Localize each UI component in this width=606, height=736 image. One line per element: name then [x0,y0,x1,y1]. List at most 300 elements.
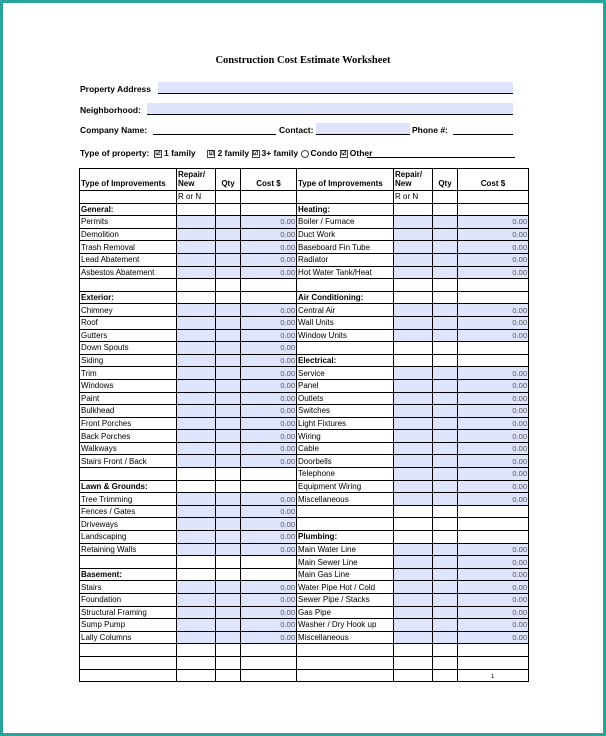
left-qty-input[interactable] [216,329,241,342]
left-repair-input [177,669,216,682]
left-qty-input[interactable] [216,342,241,355]
left-repair-input[interactable] [177,329,216,342]
table-row [80,329,529,342]
right-cost-value[interactable]: 0.00 [458,493,529,506]
left-repair-input[interactable] [177,442,216,455]
left-qty-input[interactable] [216,505,241,518]
left-repair-input[interactable] [177,228,216,241]
left-qty-input[interactable] [216,442,241,455]
right-qty-input [433,531,458,544]
left-cost-value[interactable]: 0.00 [241,216,297,229]
left-item-name: Stairs Front / Back [80,455,177,468]
subheader-blank-left [80,191,177,204]
checkbox-2-family[interactable]: ☑ [208,150,215,157]
right-qty-input [433,505,458,518]
table-row [80,442,529,455]
left-qty-input[interactable] [216,405,241,418]
left-cost-value[interactable]: 0.00 [241,531,297,544]
left-cost-value[interactable]: 0.00 [241,253,297,266]
right-cost-value[interactable]: 0.00 [458,594,529,607]
right-repair-input [394,505,433,518]
left-cost-value[interactable]: 0.00 [241,417,297,430]
right-qty-input[interactable] [433,493,458,506]
table-row [80,644,529,657]
company-name-field[interactable] [153,123,276,135]
left-repair-input[interactable] [177,342,216,355]
right-repair-input[interactable] [394,543,433,556]
company-name-label: Company Name: [80,125,148,135]
estimate-table [79,168,529,682]
left-qty-input[interactable] [216,543,241,556]
right-item-name [297,644,394,657]
left-cost-value[interactable]: 0.00 [241,392,297,405]
right-cost-value[interactable]: 0.00 [458,266,529,279]
right-repair-input[interactable] [394,417,433,430]
right-section-heading: Electrical: [297,354,394,367]
right-qty-input[interactable] [433,316,458,329]
right-cost-value [458,342,529,355]
right-cost-value [458,291,529,304]
left-repair-input[interactable] [177,594,216,607]
left-qty-input[interactable] [216,619,241,632]
right-item-name: Cable [297,442,394,455]
left-repair-input [177,468,216,481]
left-repair-input[interactable] [177,430,216,443]
right-qty-input[interactable] [433,594,458,607]
right-qty-input[interactable] [433,556,458,569]
left-item-name: Fences / Gates [80,505,177,518]
left-section-heading: Exterior: [80,291,177,304]
left-cost-value [241,480,297,493]
option-2-family: 2 family [217,148,250,158]
right-repair-input[interactable] [394,316,433,329]
right-cost-value[interactable]: 0.00 [458,543,529,556]
left-item-name: Walkways [80,442,177,455]
right-cost-value[interactable]: 0.00 [458,568,529,581]
right-repair-input[interactable] [394,304,433,317]
left-item-name [80,669,177,682]
left-qty-input[interactable] [216,392,241,405]
checkbox-3plus-family[interactable]: ☑ [252,150,259,157]
right-item-name: Miscellaneous [297,493,394,506]
option-3plus-family: 3+ family [261,148,299,158]
header-repair-left: Repair/ New [177,169,216,191]
left-qty-input [216,644,241,657]
right-cost-value [458,279,529,292]
table-row [80,354,529,367]
table-row [80,379,529,392]
contact-label: Contact: [279,125,314,135]
right-cost-value [458,505,529,518]
left-repair-input[interactable] [177,354,216,367]
subheader-rn-right: R or N [394,191,433,204]
table-row [80,594,529,607]
left-repair-input[interactable] [177,216,216,229]
left-qty-input[interactable] [216,417,241,430]
left-qty-input[interactable] [216,304,241,317]
header-cost-right: Cost $ [458,169,529,191]
right-repair-input[interactable] [394,266,433,279]
right-cost-value[interactable]: 0.00 [458,442,529,455]
right-cost-value[interactable]: 0.00 [458,216,529,229]
left-cost-value[interactable]: 0.00 [241,442,297,455]
left-cost-value [241,291,297,304]
right-item-name: Radiator [297,253,394,266]
other-field[interactable] [367,146,515,158]
left-cost-value[interactable]: 0.00 [241,329,297,342]
right-cost-value[interactable]: 0.00 [458,468,529,481]
right-item-name: Baseboard Fin Tube [297,241,394,254]
phone-label: Phone #: [412,125,448,135]
left-item-name: Lead Abatement [80,253,177,266]
right-repair-input[interactable] [394,631,433,644]
left-item-name: Bulkhead [80,405,177,418]
left-item-name [80,556,177,569]
left-repair-input[interactable] [177,241,216,254]
right-qty-input[interactable] [433,606,458,619]
right-cost-value[interactable]: 0.00 [458,329,529,342]
left-repair-input[interactable] [177,606,216,619]
right-section-heading: Heating: [297,203,394,216]
left-item-name: Asbestos Abatement [80,266,177,279]
table-row [80,531,529,544]
right-item-name: Main Water Line [297,543,394,556]
right-qty-input [433,518,458,531]
right-cost-value[interactable]: 0.00 [458,367,529,380]
left-cost-value[interactable]: 0.00 [241,581,297,594]
left-item-name: Down Spouts [80,342,177,355]
left-repair-input[interactable] [177,417,216,430]
right-qty-input[interactable] [433,631,458,644]
left-item-name: Roof [80,316,177,329]
left-repair-input[interactable] [177,266,216,279]
left-qty-input[interactable] [216,379,241,392]
right-qty-input[interactable] [433,417,458,430]
left-repair-input [177,644,216,657]
right-qty-input[interactable] [433,379,458,392]
right-qty-input[interactable] [433,455,458,468]
header-cost-left: Cost $ [241,169,297,191]
table-row [80,228,529,241]
right-repair-input[interactable] [394,392,433,405]
left-cost-value[interactable]: 0.00 [241,518,297,531]
right-qty-input[interactable] [433,619,458,632]
left-qty-input[interactable] [216,531,241,544]
right-repair-input[interactable] [394,241,433,254]
left-cost-value[interactable]: 0.00 [241,631,297,644]
table-row [80,367,529,380]
property-type-row [80,148,372,158]
subheader-blank-right [297,191,394,204]
subheader-rn-left: R or N [177,191,216,204]
left-cost-value[interactable]: 0.00 [241,405,297,418]
left-repair-input[interactable] [177,518,216,531]
subheader-blank [458,191,529,204]
right-qty-input[interactable] [433,367,458,380]
right-repair-input[interactable] [394,606,433,619]
left-cost-value [241,279,297,292]
left-item-name: Stairs [80,581,177,594]
right-repair-input [394,644,433,657]
right-cost-value[interactable]: 0.00 [458,304,529,317]
contact-field[interactable] [316,123,410,135]
right-cost-value[interactable]: 0.00 [458,228,529,241]
left-cost-value[interactable]: 0.00 [241,266,297,279]
left-cost-value[interactable]: 0.00 [241,455,297,468]
left-repair-input[interactable] [177,581,216,594]
checkbox-other[interactable]: ☑ [341,150,347,157]
left-item-name: Foundation [80,594,177,607]
phone-field[interactable] [453,123,513,135]
left-cost-value[interactable]: 0.00 [241,304,297,317]
left-qty-input[interactable] [216,253,241,266]
table-row [80,493,529,506]
left-item-name: Lally Columns [80,631,177,644]
left-qty-input[interactable] [216,493,241,506]
table-row [80,253,529,266]
right-item-name: Equipment Wiring [297,480,394,493]
right-qty-input[interactable] [433,329,458,342]
left-cost-value[interactable]: 0.00 [241,316,297,329]
table-row [80,619,529,632]
right-cost-value [458,203,529,216]
left-qty-input[interactable] [216,631,241,644]
left-repair-input[interactable] [177,367,216,380]
left-section-heading: Basement: [80,568,177,581]
right-item-name [297,279,394,292]
right-repair-input[interactable] [394,253,433,266]
right-repair-input[interactable] [394,442,433,455]
table-row [80,468,529,481]
left-item-name: Siding [80,354,177,367]
left-cost-value[interactable]: 0.00 [241,430,297,443]
neighborhood-field[interactable] [147,103,513,115]
table-row [80,216,529,229]
right-repair-input[interactable] [394,619,433,632]
right-item-name: Central Air [297,304,394,317]
left-repair-input[interactable] [177,543,216,556]
right-cost-value[interactable]: 0.00 [458,417,529,430]
table-row [80,669,529,682]
table-row [80,631,529,644]
left-cost-value[interactable]: 0.00 [241,228,297,241]
left-cost-value[interactable]: 0.00 [241,594,297,607]
left-repair-input[interactable] [177,304,216,317]
right-cost-value[interactable]: 0.00 [458,455,529,468]
right-cost-value[interactable]: 0.00 [458,392,529,405]
right-repair-input[interactable] [394,329,433,342]
left-cost-value[interactable]: 0.00 [241,342,297,355]
left-repair-input[interactable] [177,392,216,405]
table-row [80,518,529,531]
right-repair-input[interactable] [394,430,433,443]
left-qty-input[interactable] [216,455,241,468]
right-cost-value[interactable]: 0.00 [458,253,529,266]
left-qty-input [216,480,241,493]
right-cost-value[interactable]: 0.00 [458,430,529,443]
left-repair-input [177,203,216,216]
left-cost-value[interactable]: 0.00 [241,619,297,632]
left-qty-input[interactable] [216,216,241,229]
left-cost-value[interactable]: 0.00 [241,379,297,392]
property-address-field[interactable] [158,82,513,94]
left-qty-input[interactable] [216,594,241,607]
left-cost-value[interactable]: 0.00 [241,241,297,254]
right-repair-input [394,203,433,216]
right-cost-value[interactable]: 0.00 [458,405,529,418]
left-item-name: Back Porches [80,430,177,443]
left-repair-input [177,656,216,669]
right-repair-input[interactable] [394,556,433,569]
left-repair-input[interactable] [177,455,216,468]
right-qty-input [433,203,458,216]
right-repair-input[interactable] [394,216,433,229]
right-qty-input[interactable] [433,430,458,443]
left-qty-input[interactable] [216,241,241,254]
left-item-name: Demolition [80,228,177,241]
right-qty-input[interactable] [433,253,458,266]
right-repair-input[interactable] [394,594,433,607]
left-qty-input[interactable] [216,581,241,594]
property-type-label: Type of property: [80,148,150,158]
left-qty-input[interactable] [216,354,241,367]
right-cost-value[interactable]: 0.00 [458,631,529,644]
right-qty-input[interactable] [433,228,458,241]
left-repair-input[interactable] [177,379,216,392]
header-qty-left: Qty [216,169,241,191]
right-qty-input[interactable] [433,216,458,229]
left-item-name: Gutters [80,329,177,342]
right-qty-input[interactable] [433,568,458,581]
left-repair-input[interactable] [177,619,216,632]
left-qty-input[interactable] [216,316,241,329]
right-cost-value [458,354,529,367]
right-item-name: Gas Pipe [297,606,394,619]
right-cost-value[interactable]: 0.00 [458,316,529,329]
right-cost-value[interactable]: 0.00 [458,581,529,594]
right-repair-input[interactable] [394,568,433,581]
right-cost-value[interactable]: 0.00 [458,379,529,392]
right-cost-value[interactable]: 0.00 [458,606,529,619]
right-repair-input[interactable] [394,405,433,418]
checkbox-1-family[interactable]: ☑ [155,150,161,157]
left-repair-input[interactable] [177,253,216,266]
right-qty-input[interactable] [433,581,458,594]
right-qty-input[interactable] [433,241,458,254]
right-item-name: Boiler / Furnace [297,216,394,229]
left-item-name [80,644,177,657]
right-qty-input[interactable] [433,405,458,418]
right-cost-value[interactable]: 0.00 [458,556,529,569]
right-cost-value [458,531,529,544]
right-qty-input[interactable] [433,304,458,317]
left-item-name: Structural Framing [80,606,177,619]
right-item-name: Water Pipe Hot / Cold [297,581,394,594]
radio-condo[interactable] [301,150,309,158]
left-cost-value[interactable]: 0.00 [241,493,297,506]
right-qty-input[interactable] [433,543,458,556]
left-item-name: Front Porches [80,417,177,430]
left-qty-input[interactable] [216,518,241,531]
table-row [80,581,529,594]
left-repair-input[interactable] [177,505,216,518]
right-repair-input[interactable] [394,468,433,481]
table-row [80,556,529,569]
left-qty-input[interactable] [216,228,241,241]
left-cost-value [241,203,297,216]
right-repair-input [394,531,433,544]
left-cost-value[interactable]: 0.00 [241,367,297,380]
table-row [80,568,529,581]
left-cost-value[interactable]: 0.00 [241,354,297,367]
right-repair-input [394,518,433,531]
right-repair-input[interactable] [394,379,433,392]
right-repair-input[interactable] [394,493,433,506]
right-repair-input[interactable] [394,367,433,380]
left-qty-input[interactable] [216,430,241,443]
left-repair-input[interactable] [177,631,216,644]
left-item-name: Sump Pump [80,619,177,632]
left-qty-input[interactable] [216,266,241,279]
property-address-label: Property Address [80,84,152,94]
left-qty-input[interactable] [216,367,241,380]
right-qty-input[interactable] [433,480,458,493]
left-item-name: Trash Removal [80,241,177,254]
right-qty-input[interactable] [433,468,458,481]
table-row [80,430,529,443]
right-repair-input[interactable] [394,581,433,594]
option-1-family: 1 family [164,148,196,158]
left-cost-value[interactable]: 0.00 [241,505,297,518]
table-row [80,304,529,317]
left-repair-input[interactable] [177,531,216,544]
table-row [80,342,529,355]
right-cost-value [458,644,529,657]
left-qty-input [216,656,241,669]
left-qty-input [216,669,241,682]
right-item-name: Main Gas Line [297,568,394,581]
right-repair-input[interactable] [394,455,433,468]
right-cost-value[interactable]: 0.00 [458,619,529,632]
right-qty-input [433,669,458,682]
left-repair-input [177,291,216,304]
right-repair-input [394,354,433,367]
left-cost-value[interactable]: 0.00 [241,543,297,556]
left-qty-input[interactable] [216,606,241,619]
left-cost-value [241,644,297,657]
right-item-name [297,342,394,355]
right-repair-input[interactable] [394,228,433,241]
right-qty-input[interactable] [433,442,458,455]
header-repair-right: Repair/ New [394,169,433,191]
right-cost-value[interactable]: 0.00 [458,241,529,254]
left-repair-input[interactable] [177,316,216,329]
right-item-name: Wall Units [297,316,394,329]
header-qty-right: Qty [433,169,458,191]
right-repair-input [394,656,433,669]
left-cost-value[interactable]: 0.00 [241,606,297,619]
right-qty-input[interactable] [433,266,458,279]
page-number: 1 [491,674,495,680]
right-repair-input[interactable] [394,480,433,493]
left-repair-input[interactable] [177,405,216,418]
right-item-name [297,518,394,531]
left-item-name [80,279,177,292]
header-type-right: Type of Improvements [297,169,394,191]
right-cost-value[interactable]: 0.00 [458,480,529,493]
right-qty-input[interactable] [433,392,458,405]
left-repair-input[interactable] [177,493,216,506]
